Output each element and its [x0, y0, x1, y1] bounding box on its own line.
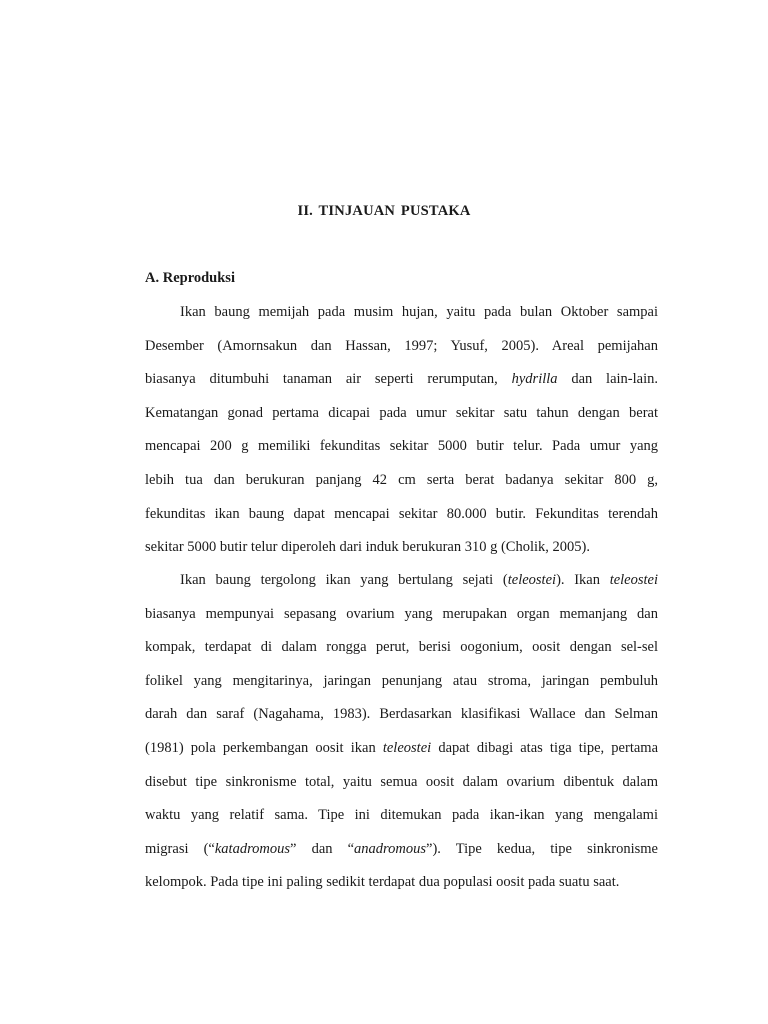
- paragraph-line: lebih tua dan berukuran panjang 42 cm serta berat badanya sekitar 800 g,: [145, 471, 658, 488]
- italic-term: katadromous: [214, 840, 291, 857]
- paragraph-line: Kematangan gonad pertama dicapai pada umur sekitar satu tahun dengan berat: [145, 404, 658, 421]
- text-span: ). Ikan: [556, 572, 600, 588]
- italic-term: anadromous: [354, 840, 427, 857]
- text-span: ” dan “: [290, 840, 355, 857]
- text-span: dapat dibagi atas tiga tipe, pertama: [438, 739, 658, 756]
- italic-term: teleostei: [382, 739, 432, 756]
- paragraph-line: Desember (Amornsakun dan Hassan, 1997; Yusuf, 2005). Areal pemijahan: [145, 337, 658, 354]
- paragraph-line: [145, 833, 658, 867]
- paragraph-line: [145, 363, 658, 397]
- italic-term: teleostei: [507, 572, 557, 588]
- text-span: migrasi (“: [145, 840, 215, 857]
- paragraph-line: [145, 564, 658, 598]
- paragraph-line: Ikan baung memijah pada musim hujan, yaitu pada bulan Oktober sampai: [180, 304, 658, 320]
- paragraph-line: darah dan saraf (Nagahama, 1983). Berdasarkan klasifikasi Wallace dan Selman: [145, 706, 658, 723]
- paragraph-line: biasanya mempunyai sepasang ovarium yang merupakan organ memanjang dan: [145, 605, 658, 622]
- paragraph-line: sekitar 5000 butir telur diperoleh dari induk berukuran 310 g (Cholik, 2005).: [145, 539, 590, 556]
- text-span: Ikan baung tergolong ikan yang bertulang sejati (: [180, 572, 508, 588]
- paragraph-2: [145, 564, 658, 900]
- paragraph-1: [145, 296, 658, 565]
- text-span: (1981) pola perkembangan oosit ikan: [145, 739, 376, 756]
- italic-term: hydrilla: [511, 371, 558, 388]
- paragraph-line: mencapai 200 g memiliki fekunditas sekitar 5000 butir telur. Pada umur yang: [145, 438, 658, 455]
- paragraph-line: fekunditas ikan baung dapat mencapai sekitar 80.000 butir. Fekunditas terendah: [145, 505, 658, 522]
- section-heading: A. Reproduksi: [145, 270, 235, 286]
- text-span: ”). Tipe kedua, tipe sinkronisme: [426, 840, 658, 857]
- chapter-title: II. TINJAUAN PUSTAKA: [297, 203, 471, 219]
- paragraph-line: kompak, terdapat di dalam rongga perut, berisi oogonium, oosit dengan sel-sel: [145, 639, 658, 656]
- paragraph-line: folikel yang mengitarinya, jaringan penunjang atau stroma, jaringan pembuluh: [145, 672, 658, 689]
- text-span: biasanya ditumbuhi tanaman air seperti rerumputan,: [145, 371, 498, 388]
- text-span: dan lain-lain.: [571, 371, 658, 388]
- paragraph-line: waktu yang relatif sama. Tipe ini ditemukan pada ikan-ikan yang mengalami: [145, 807, 658, 824]
- paragraph-line: disebut tipe sinkronisme total, yaitu semua oosit dalam ovarium dibentuk dalam: [145, 773, 658, 790]
- paragraph-line: [145, 732, 658, 766]
- paragraph-line: kelompok. Pada tipe ini paling sedikit terdapat dua populasi oosit pada suatu saat.: [145, 874, 620, 891]
- italic-term: teleostei: [609, 572, 659, 588]
